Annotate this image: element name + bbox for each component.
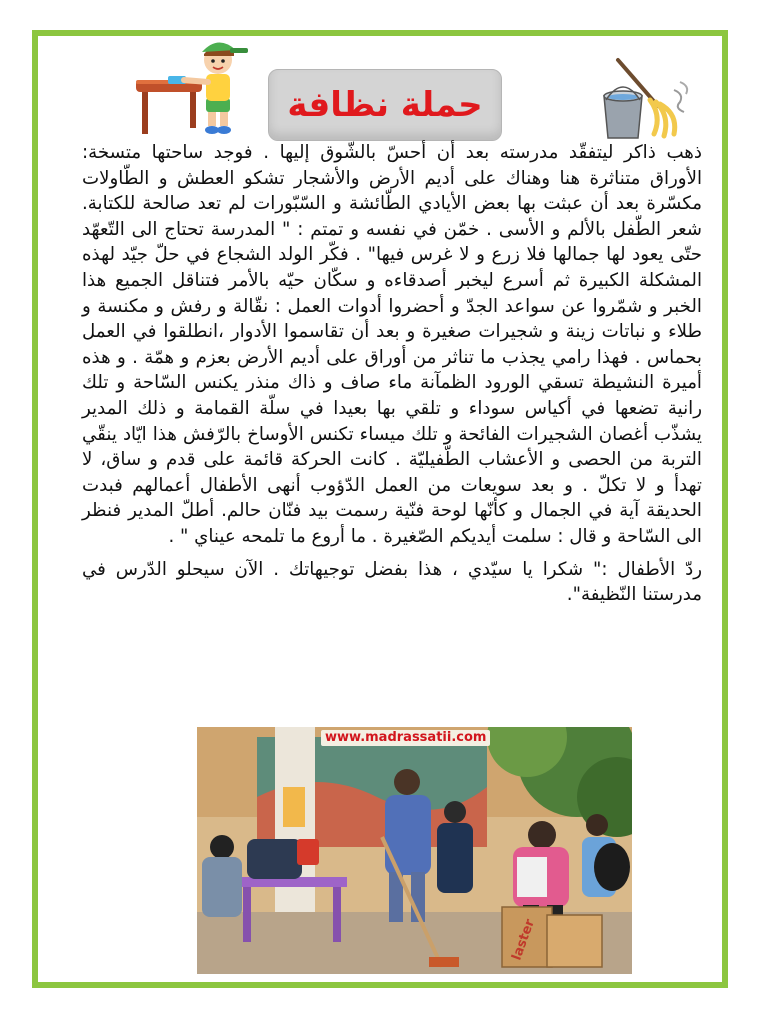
story-text (82, 140, 702, 608)
boy-cleaning-table-illustration (134, 38, 254, 138)
story-paragraph-1: ذهب ذاكر ليتفقّد مدرسته بعد أن أحسّ بالشّوق إليها . فوجد ساحتها متسخة: الأوراق متناثرة هنا وهناك على أديم الأرض والأشجار تشكو العطش و الطّاولات مكسّرة بعد أن عبثت بها بعض الأيادي الطّائشة و السّبّورات لم تعد صالحة للكتابة. شعر الطّفل بالألم و الأسى . خمّن في نفسه و تمتم : " المدرسة تحتاج الى التّعهّد حتّى يعود لها جمالها فلا زرع و لا غرس فيها" . فكّر الولد الشجاع في حلّ جيّد لهذه المشكلة الكبيرة ثم أسرع ليخبر أصدقاءه و سكّان حيّه بالأمر فتناقل الجميع هذا الخبر و شمّروا عن سواعد الجدّ و أحضروا أدوات العمل : نقّالة و رفش و مكنسة و طلاء و نباتات زينة و شجيرات صغيرة و بعد أن تقاسموا الأدوار ،انطلقوا في العمل بحماس . فهذا رامي يجذب ما تناثر من أوراق على أديم الأرض بعزم و همّة . و هذه أميرة النشيطة تسقي الورود الظمآنة ماء صاف و ذاك منذر يكنس السّاحة و تلك رانية تضعها في أكياس سوداء و تلقي بها بعيدا في سلّة القمامة و ذلك المدير يشذّب أغصان الشجيرات الفائحة و تلك ميساء تكنس الأوساخ بالرّفش هذا ايّاد ينقّي التربة من الحصى و الأعشاب الطّفيليّة . كانت الحركة قائمة على قدم و ساق، لا تهدأ و لا تكلّ . و بعد سويعات من العمل الدّؤوب أنهى الأطفال أعمالهم فبدت الحديقة آية في الجمال و كأنّها لوحة فنّية رسمت بيد فنّان حالم. أطلّ المدير فنظر الى السّاحة و قال : سلمت أيديكم الصّغيرة . ما أروع ما تلمحه عيناي " . (82, 142, 702, 547)
page-title: حملة نظافة (268, 69, 502, 141)
children-cleaning-photo (197, 727, 632, 974)
website-watermark: www.madrassatii.com (321, 730, 490, 746)
box-label: laster (509, 917, 539, 963)
bucket-and-mop-illustration (600, 56, 696, 142)
story-paragraph-2: ردّ الأطفال :" شكرا يا سيّدي ، هذا بفضل توجيهاتك . الآن سيحلو الدّرس في مدرستنا النّظيفة". (82, 558, 702, 606)
